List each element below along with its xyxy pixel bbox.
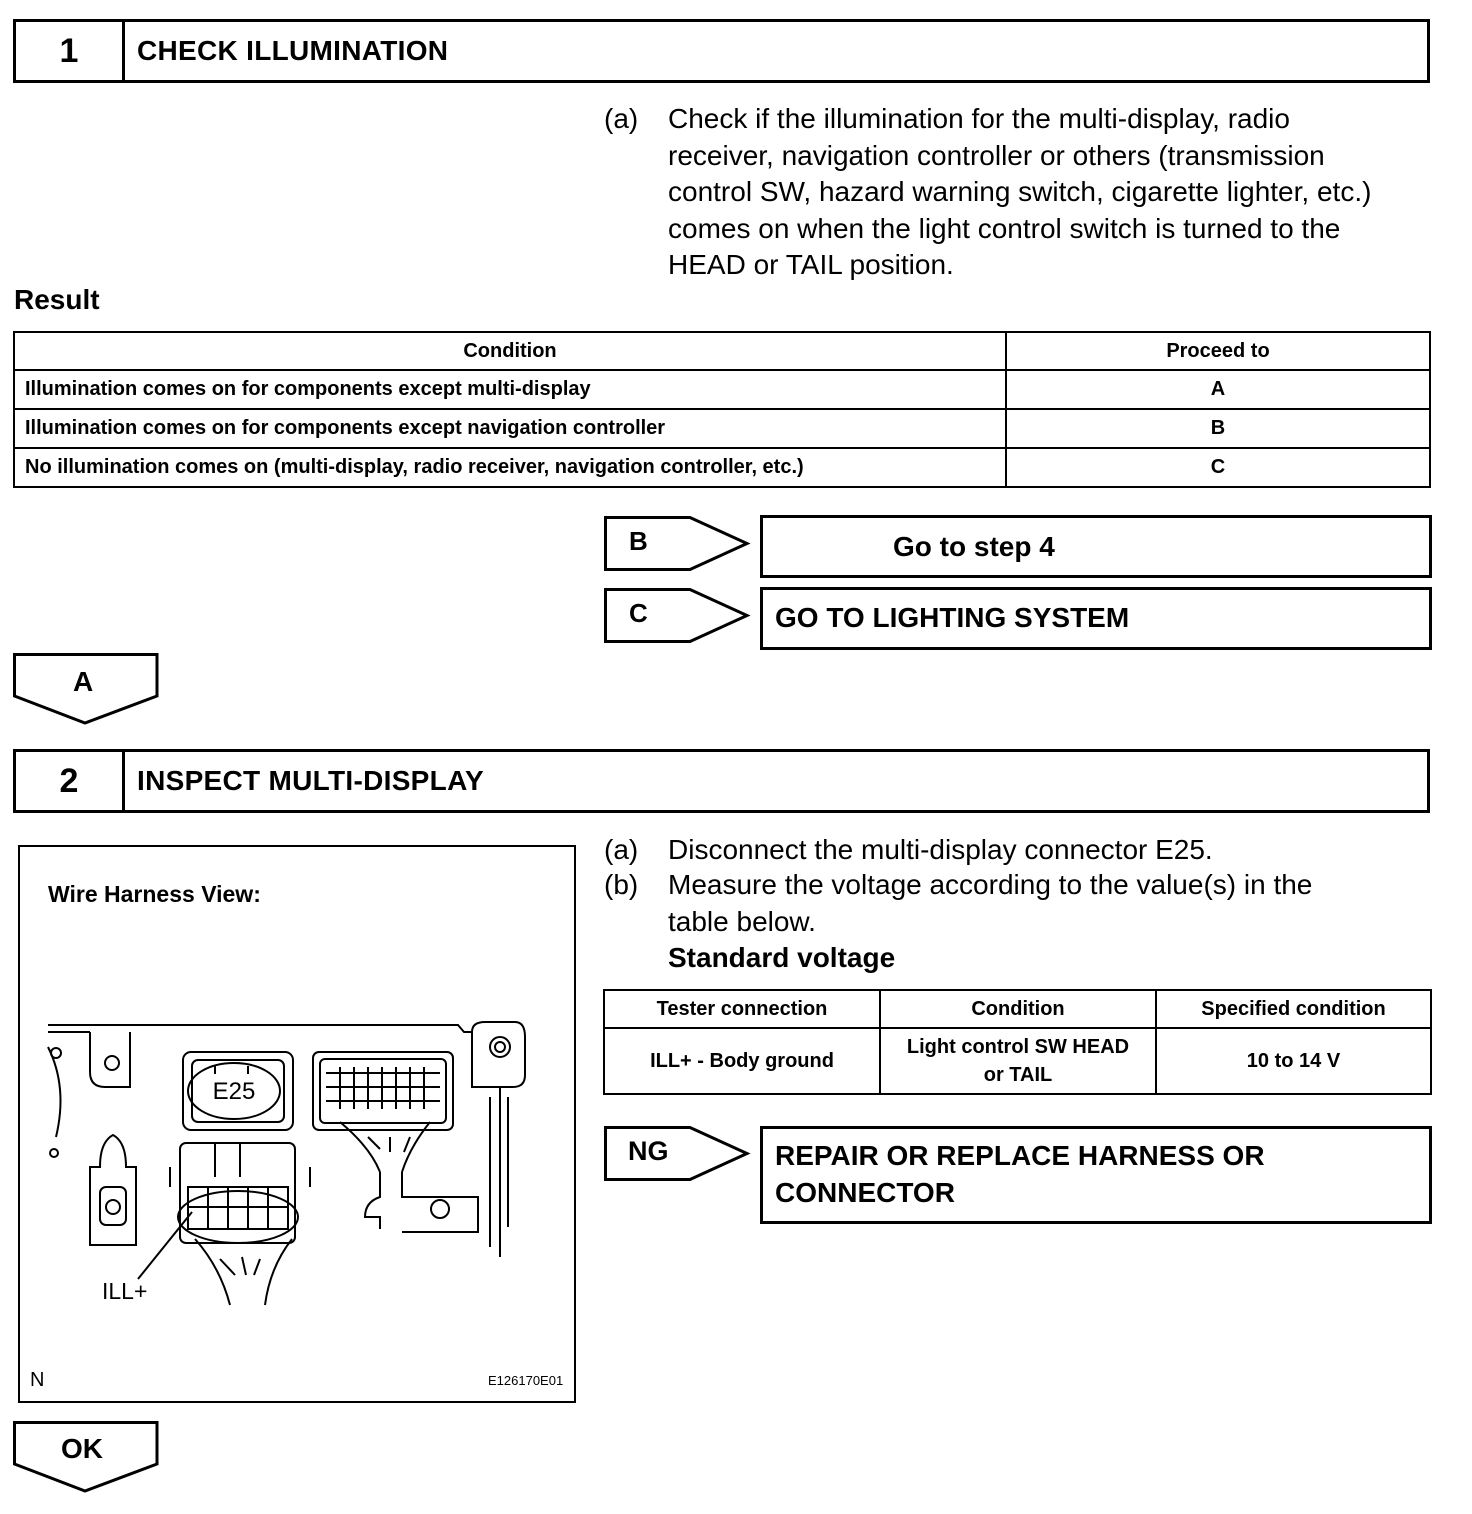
- text-line: comes on when the light control switch is turned to the: [668, 212, 1341, 244]
- proceed-cell: B: [1006, 409, 1430, 448]
- text-line: table below.: [668, 905, 816, 937]
- header-cell: Condition: [880, 990, 1156, 1028]
- header-cell: Tester connection: [604, 990, 880, 1028]
- text-line: Check if the illumination for the multi-display, radio: [668, 103, 1290, 134]
- result-table: [13, 331, 1431, 488]
- connector-e25-label: E25: [212, 1078, 256, 1105]
- item-text: [668, 867, 1312, 977]
- header-cell: Proceed to: [1006, 332, 1430, 370]
- condition-cell: [880, 1028, 1156, 1094]
- branch-a-label: A: [73, 666, 94, 697]
- table-header-row: [14, 332, 1430, 370]
- text-line: HEAD or TAIL position.: [668, 249, 954, 280]
- text-line: Measure the voltage according to the value(s) in the: [668, 869, 1313, 900]
- text-line: Light control SW HEAD: [906, 1036, 1130, 1058]
- header-cell: Condition: [14, 332, 1006, 370]
- branch-ng-action-box: [760, 1126, 1432, 1224]
- table-header-row: [604, 990, 1431, 1028]
- text-line: control SW, hazard warning switch, cigarette lighter, etc.): [668, 176, 1372, 207]
- item-text: Disconnect the multi-display connector E25.: [668, 834, 1213, 865]
- voltage-table: [603, 989, 1432, 1095]
- step-2-header: [13, 749, 1430, 813]
- table-row: [14, 370, 1430, 409]
- text-line: or TAIL: [983, 1064, 1053, 1086]
- branch-ng-action-text: [775, 1137, 1265, 1211]
- result-heading: Result: [14, 284, 100, 315]
- step-title: CHECK ILLUMINATION: [137, 35, 449, 66]
- branch-b-arrow-icon: [604, 516, 750, 572]
- figure-corner-mark: N: [30, 1369, 45, 1391]
- item-label: (b): [604, 869, 639, 900]
- connector-drawing: [20, 847, 576, 1403]
- header-cell: Specified condition: [1156, 990, 1431, 1028]
- proceed-cell: C: [1006, 448, 1430, 487]
- step-number: 2: [16, 752, 125, 810]
- text-line: CONNECTOR: [775, 1177, 955, 1208]
- branch-c-arrow-icon: [604, 588, 750, 644]
- proceed-cell: A: [1006, 370, 1430, 409]
- figure-code: E126170E01: [488, 1373, 564, 1388]
- specified-condition-cell: 10 to 14 V: [1156, 1028, 1431, 1094]
- branch-c-label: C: [629, 598, 648, 628]
- step-1-header: [13, 19, 1430, 83]
- table-row: [14, 409, 1430, 448]
- branch-b-action-box: [760, 515, 1432, 578]
- wire-harness-figure: [18, 845, 576, 1403]
- step-title: INSPECT MULTI-DISPLAY: [137, 765, 484, 796]
- branch-c-action-text: GO TO LIGHTING SYSTEM: [775, 602, 1130, 633]
- text-line: receiver, navigation controller or others (transmission: [668, 139, 1325, 171]
- branch-b-label: B: [629, 526, 648, 556]
- item-label: (a): [604, 103, 639, 134]
- item-label: (a): [604, 834, 639, 865]
- branch-b-action-text: Go to step 4: [893, 531, 1055, 562]
- standard-voltage-heading: Standard voltage: [668, 942, 896, 973]
- condition-cell: Illumination comes on for components except navigation controller: [14, 409, 1006, 448]
- branch-ok-label: OK: [61, 1433, 103, 1464]
- condition-cell: Illumination comes on for components except multi-display: [14, 370, 1006, 409]
- table-row: [604, 1028, 1431, 1094]
- ill-plus-pin-label: ILL+: [102, 1278, 148, 1304]
- table-row: [14, 448, 1430, 487]
- branch-ng-label: NG: [628, 1136, 669, 1166]
- item-text: [668, 101, 1371, 284]
- text-line: REPAIR OR REPLACE HARNESS OR: [775, 1140, 1265, 1171]
- branch-c-action-box: [760, 587, 1432, 650]
- condition-cell: No illumination comes on (multi-display, radio receiver, navigation controller, etc.): [14, 448, 1006, 487]
- step-number: 1: [16, 22, 125, 80]
- figure-title: Wire Harness View:: [48, 881, 261, 907]
- tester-connection-cell: ILL+ - Body ground: [604, 1028, 880, 1094]
- branch-ng-arrow-icon: [604, 1126, 750, 1182]
